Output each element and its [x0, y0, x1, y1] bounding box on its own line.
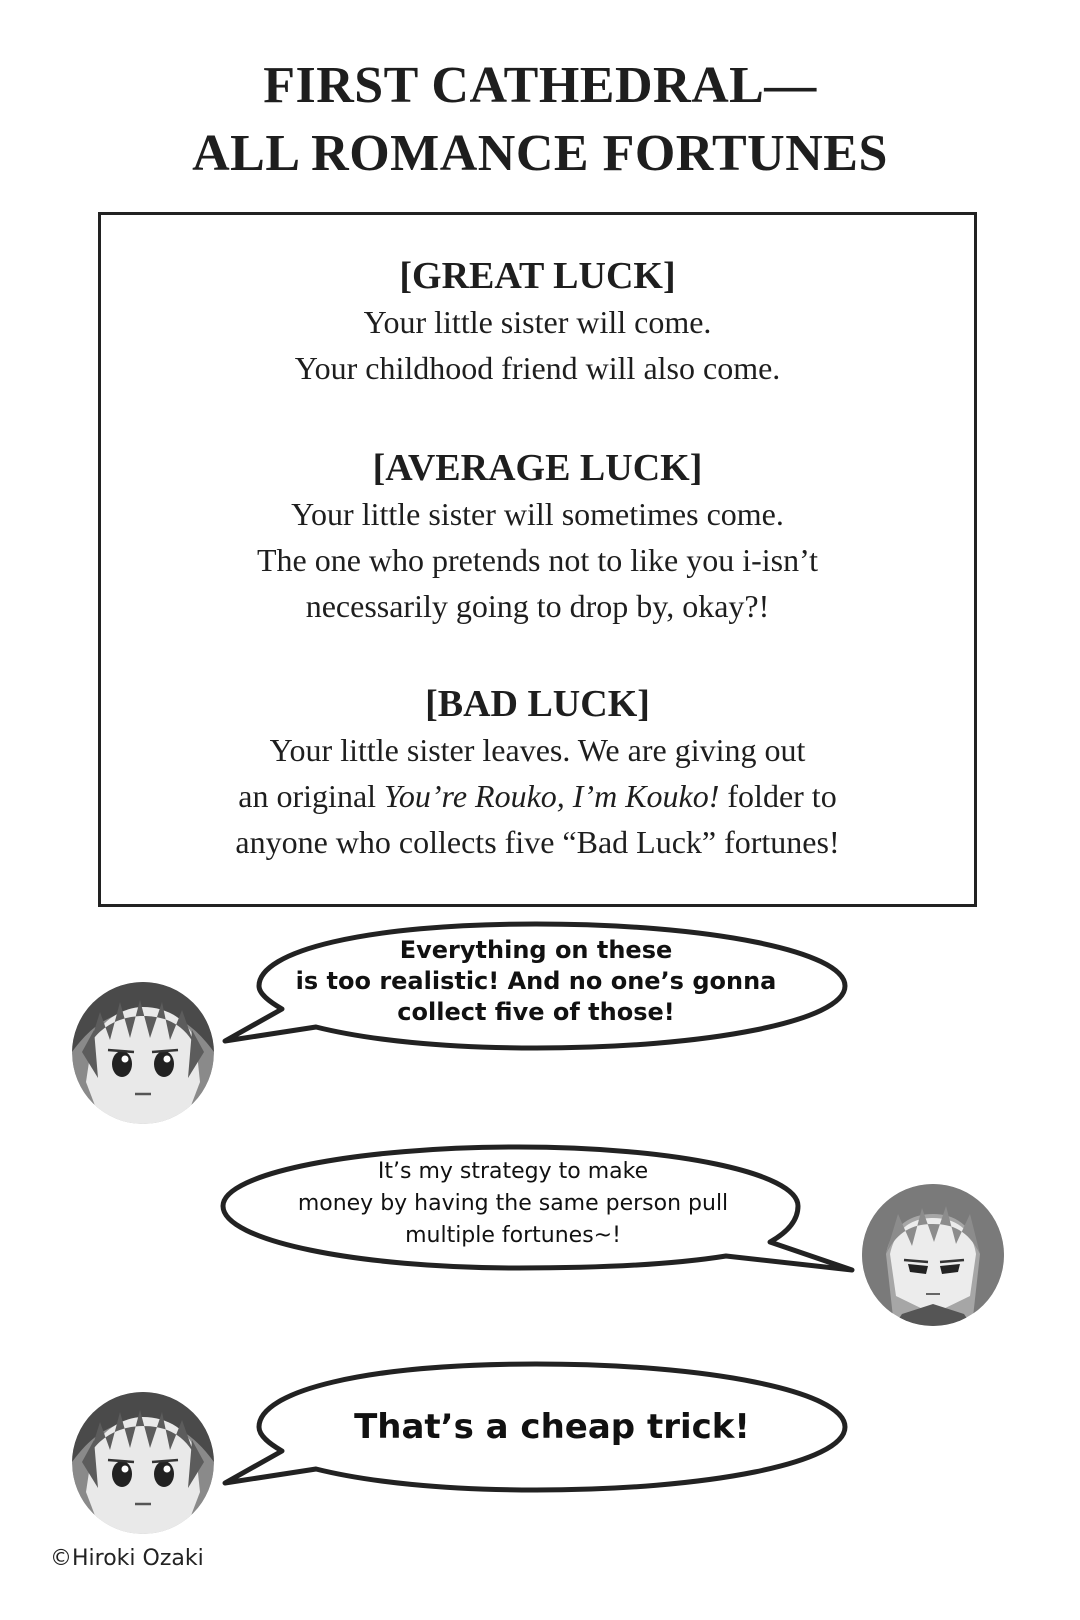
fortune-great-luck	[101, 253, 974, 391]
speech-text	[262, 1407, 842, 1447]
copyright-credit: ©Hiroki Ozaki	[50, 1546, 204, 1571]
speech-bubble	[218, 1140, 856, 1290]
boy-avatar-icon	[72, 1392, 214, 1534]
boy-avatar-icon	[72, 982, 214, 1124]
fortune-average-luck	[101, 445, 974, 629]
title-line-1: FIRST CATHEDRAL—	[263, 57, 817, 114]
fortune-heading: [AVERAGE LUCK]	[372, 447, 703, 489]
speech-bubble	[222, 1357, 850, 1497]
page-title	[0, 52, 1080, 188]
title-line-2: ALL ROMANCE FORTUNES	[192, 125, 888, 182]
fortune-box	[98, 212, 977, 907]
speech-text	[218, 1156, 808, 1252]
fortune-bad-luck	[101, 681, 974, 865]
speech-text	[222, 935, 850, 1028]
fortune-line: Your childhood friend will also come.	[294, 350, 781, 386]
girl-avatar-icon	[862, 1184, 1004, 1326]
fortune-heading: [BAD LUCK]	[425, 683, 650, 725]
speech-line: It’s my strategy to make	[377, 1159, 649, 1184]
speech-line: collect five of those!	[397, 998, 675, 1026]
speech-line: is too realistic! And no one’s gonna	[295, 967, 777, 995]
speech-line: multiple fortunes~!	[405, 1223, 621, 1248]
fortune-text-run: an original	[238, 778, 385, 814]
speech-bubble	[222, 917, 850, 1055]
book-title: You’re Rouko, I’m Kouko!	[384, 778, 720, 814]
speech-line: Everything on these	[399, 936, 673, 964]
fortune-line: Your little sister leaves. We are giving out	[269, 732, 806, 768]
fortune-line: Your little sister will sometimes come.	[291, 496, 784, 532]
fortune-line: Your little sister will come.	[363, 304, 712, 340]
fortune-line: anyone who collects five “Bad Luck” fortunes!	[235, 824, 840, 860]
fortune-line: The one who pretends not to like you i-isn’t	[256, 542, 819, 578]
fortune-heading: [GREAT LUCK]	[399, 255, 676, 297]
speech-line: That’s a cheap trick!	[354, 1407, 750, 1447]
fortune-text-run: folder to	[719, 778, 837, 814]
fortune-line: necessarily going to drop by, okay?!	[305, 588, 770, 624]
fortune-line	[101, 773, 974, 819]
speech-line: money by having the same person pull	[297, 1191, 729, 1216]
